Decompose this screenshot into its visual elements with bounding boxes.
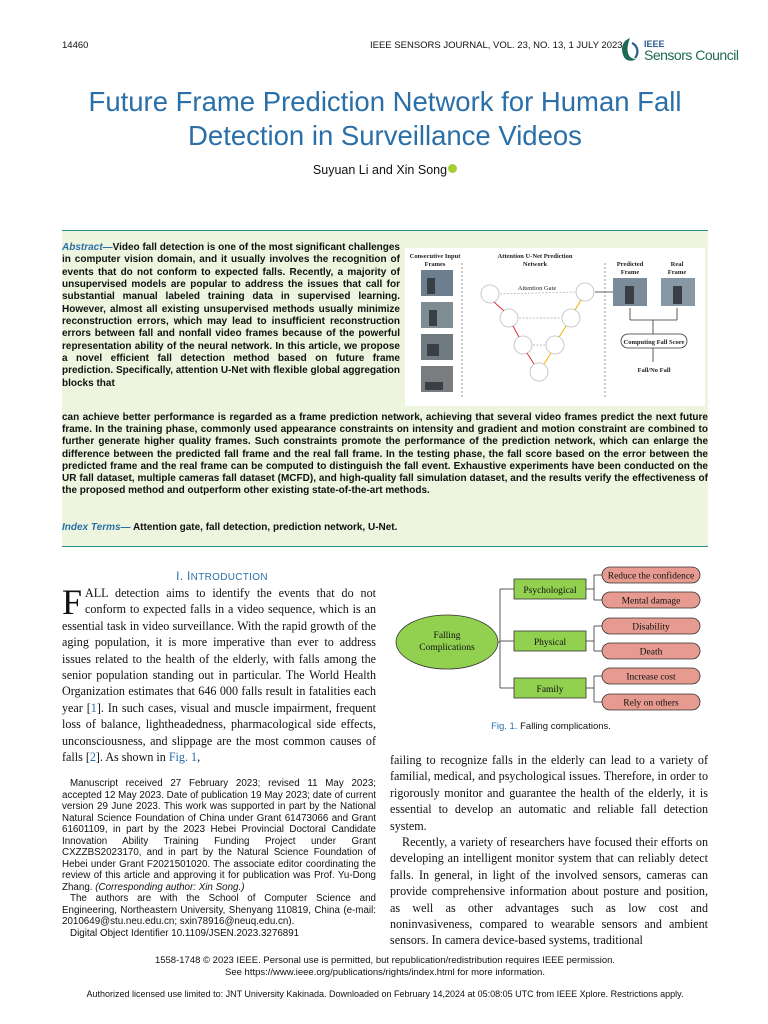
index-terms-text: Attention gate, fall detection, prediction network, U-Net. — [130, 522, 398, 533]
ga-score-label: Computing Fall Score — [623, 339, 685, 346]
ga-col1-line1: Consecutive Input — [409, 253, 461, 260]
page-number: 14460 — [62, 40, 89, 51]
intro-text-1: ALL detection aims to identify the events that do not conform to expected falls in a video sequence, which is an essential task in video surveillance. With the rapid growth of the aging population, it is more imperative than ever to address issues related to the health of the elderly, with falls among the senior population standing out in particular. The World Health Organization estimates that 646 000 falls result in fatalities each year [ — [62, 586, 376, 715]
fig1-leaf-1: Reduce the confidence — [607, 571, 695, 582]
footnote — [62, 778, 376, 939]
fig-1-link[interactable]: Fig. 1 — [168, 750, 198, 765]
ga-predicted-line1: Predicted — [616, 261, 644, 268]
intro-text-4: , — [197, 750, 201, 765]
index-terms — [62, 522, 708, 533]
authorized-use-notice: Authorized licensed use limited to: JNT University Kakinada. Downloaded on February 14,2024 at 05:08:05 UTC from IEEE Xplore. Restrictions apply. — [86, 989, 684, 999]
copyright-line-1: 1558-1748 © 2023 IEEE. Personal use is permitted, but republication/redistribution requires IEEE permission. — [154, 955, 616, 966]
index-terms-dash: — — [120, 522, 131, 533]
logo-mark-icon — [618, 37, 642, 63]
abstract-bottom: can achieve better performance is regarded as a frame prediction network, achieving that several video frames predict the next future frame. In the training phase, commonly used appearance constraints on intensity and gradient and motion constraint are combined to further generate higher quality frames. Such constraints promote the performance of the prediction network, which can enlarge the difference between the predicted fall frame and the real fall frame. In the testing phase, the fall score based on the error between the predicted frame and the real frame can be computed to distinguish the fall event. Exhaustive experiments have been conducted on the UR fall dataset, multiple cameras fall dataset (MCFD), and high-quality fall simulation dataset, and the results verify the effectiveness of the proposed method and outperform other existing state-of-the-art methods. — [62, 412, 708, 497]
fig1-leaf-2: Mental damage — [621, 596, 681, 607]
authors — [40, 163, 730, 177]
dropcap: F — [62, 582, 83, 622]
intro-paragraph — [62, 582, 376, 765]
copyright-line-2: See https://www.ieee.org/publications/rights/index.html for more information. — [225, 967, 545, 978]
fig1-leaf-4: Death — [639, 647, 663, 658]
footnote-p1 — [62, 778, 376, 893]
fig1-leaves — [602, 567, 700, 710]
section-heading-first: I — [187, 569, 191, 583]
fig1-leaf-3: Disability — [632, 622, 670, 633]
footnote-corresponding: (Corresponding author: Xin Song.) — [92, 881, 245, 893]
ga-col2-line2: Network — [522, 261, 548, 268]
fig-caption-text: Falling complications. — [520, 721, 611, 732]
ga-gate-label: Attention Gate — [517, 285, 557, 292]
abstract-text-top: Video fall detection is one of the most significant challenges in computer vision domain, and it usually involves the recognition of events that do not conform to expected falls. Recently, a majority of unsupervised models are popular to address the issues that call for substantial manual labeled training data in supervised learning. However, almost all existing unsupervised methods usually minimize reconstruction errors, which may lead to insufficient reconstruction errors between fall and nonfall video frames because of the powerful representation ability of the neural network. In this article, we propose a novel efficient fall detection method based on future frame prediction. Specifically, attention U-Net with flexible global aggregation blocks that — [62, 242, 400, 389]
intro-text-2: ]. In such cases, visual and muscle impairment, frequent loss of balance, lightheadedness, pharmacological side effects, unconsciousness, and slippage are the most common causes of falls [ — [62, 700, 376, 765]
section-heading — [62, 569, 382, 583]
logo-ieee-text: IEEE — [644, 39, 665, 49]
ref-2-link[interactable]: 2 — [89, 750, 96, 765]
footnote-p2: The authors are with the School of Computer Science and Engineering, Northeastern University, Shenyang 110819, China (e-mail: 2010649@stu.neu.edu.cn; sxin78916@neuq.edu.cn). — [62, 893, 376, 927]
fig1-cat-psychological-label: Psychological — [523, 586, 577, 596]
title-line-2: Detection in Surveillance Videos — [188, 120, 582, 151]
ga-predicted-line2: Frame — [620, 269, 640, 276]
fig1-center-line2: Complications — [419, 643, 475, 653]
ga-real-line2: Frame — [667, 269, 687, 276]
fig-caption-label: Fig. 1. — [491, 721, 518, 732]
figure-1 — [390, 560, 712, 720]
col2-paragraph-1: failing to recognize falls in the elderly can lead to a variety of familial, medical, and psychological issues. Therefore, in order to rigorously monitor and guarantee the health of the elderly, it is essential to develop an automatic and reliable fall detection system. — [390, 753, 708, 833]
fig1-cat-family-label: Family — [536, 685, 564, 695]
title-line-1: Future Frame Prediction Network for Human Fall — [88, 86, 682, 117]
orcid-icon[interactable] — [448, 164, 457, 173]
copyright-notice — [62, 955, 708, 979]
ieee-sensors-council-logo — [618, 37, 739, 65]
section-number: I. — [176, 569, 188, 583]
fig1-leaf-5: Increase cost — [626, 672, 676, 683]
ga-real-line1: Real — [670, 261, 684, 268]
ref-1-link[interactable]: 1 — [90, 700, 97, 715]
footnote-p1-text: Manuscript received 27 February 2023; revised 11 May 2023; accepted 12 May 2023. Date of publication 19 May 2023; date of current version 29 June 2023. This work was supported in part by the National Natural Science Foundation of China under Grant 61473066 and Grant 61601109, in part by the 2023 Hebei Provincial Doctoral Candidate Innovation Ability Training Funding Project under Grant CXZZBS2023170, and in part by the Natural Science Foundation of Hebei under Grant F2021501020. The associate editor coordinating the review of this article and approving it for publication was Prof. Yu-Dong Zhang. — [62, 778, 376, 893]
ga-col2-line1: Attention U-Net Prediction — [497, 253, 573, 260]
ga-result-label: Fall/No Fall — [637, 367, 671, 374]
footnote-doi: Digital Object Identifier 10.1109/JSEN.2023.3276891 — [70, 927, 300, 939]
journal-header: IEEE SENSORS JOURNAL, VOL. 23, NO. 13, 1 JULY 2023 — [370, 40, 623, 51]
fig1-center-line1: Falling — [433, 631, 461, 641]
index-terms-label: Index Terms — [62, 522, 121, 533]
fig1-cat-physical-label: Physical — [533, 638, 567, 648]
col2-paragraph-2: Recently, a variety of researchers have focused their efforts on developing an intelligent monitor system that can reliably detect falls. In general, in light of the involved sensors, cameras can provide comprehensive information about posture and position, as well as other advantages such as low cost and noninvasiveness, compared to wearable sensors and ambient sensors. In camera device-based systems, traditional — [390, 835, 708, 948]
logo-council-text: Sensors Council — [644, 47, 739, 63]
abstract-top — [62, 242, 400, 390]
fig1-leaf-6: Rely on others — [623, 698, 679, 709]
intro-text-3: ]. As shown in — [95, 750, 169, 765]
fig1-center-node — [396, 615, 498, 669]
paper-title — [40, 85, 730, 153]
abstract-label: Abstract — [62, 242, 103, 253]
ga-col1-line2: Frames — [424, 261, 446, 268]
figure-1-caption — [390, 721, 712, 732]
section-heading-rest: NTRODUCTION — [190, 572, 268, 583]
authors-text: Suyuan Li and Xin Song — [312, 163, 448, 177]
graphical-abstract — [405, 248, 705, 406]
abstract-dash: — — [102, 242, 113, 253]
column-2-text — [390, 752, 708, 949]
